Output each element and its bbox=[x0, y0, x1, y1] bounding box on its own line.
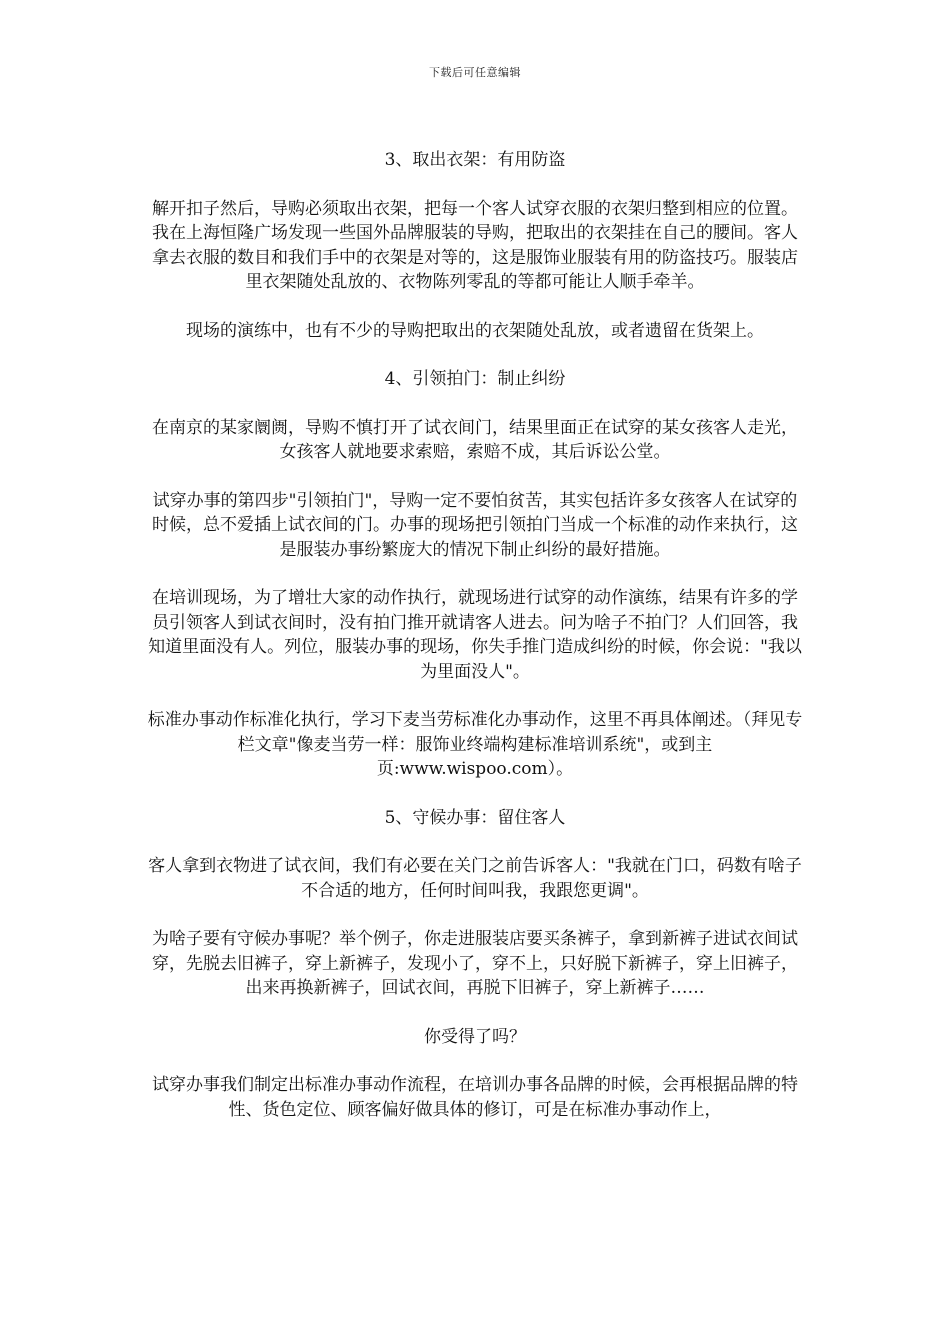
paragraph: 你受得了吗？ bbox=[424, 1026, 526, 1047]
paragraph: 在南京的某家阛阓，导购不慎打开了试衣间门，结果里面正在试穿的某女孩客人走光，女孩客人就地要求索赔，索赔不成，其后诉讼公堂。 bbox=[152, 417, 798, 462]
paragraph: 试穿办事我们制定出标准办事动作流程，在培训办事各品牌的时候，会再根据品牌的特性、货色定位、顾客偏好做具体的修订，可是在标准办事动作上， bbox=[152, 1075, 798, 1120]
document-body bbox=[147, 148, 803, 1146]
section-heading-3: 3、取出衣架：有用防盗 bbox=[384, 150, 566, 170]
section-heading-4: 4、引领拍门：制止纠纷 bbox=[384, 369, 566, 389]
paragraph: 在培训现场，为了增壮大家的动作执行，就现场进行试穿的动作演练，结果有许多的学员引领客人到试衣间时，没有拍门推开就请客人进去。问为啥子不拍门？人们回答，我知道里面没有人。列位，服装办事的现场，你失手推门造成纠纷的时候，你会说："我以为里面没人"。 bbox=[148, 588, 802, 682]
paragraph: 客人拿到衣物进了试衣间，我们有必要在关门之前告诉客人："我就在门口，码数有啥子不合适的地方，任何时间叫我，我跟您更调"。 bbox=[148, 856, 802, 901]
paragraph: 现场的演练中，也有不少的导购把取出的衣架随处乱放，或者遗留在货架上。 bbox=[186, 320, 764, 341]
paragraph: 标准办事动作标准化执行，学习下麦当劳标准化办事动作，这里不再具体阐述。（拜见专栏文章"像麦当劳一样：服饰业终端构建标准培训系统"，或到主页:www.wispoo.com）。 bbox=[147, 710, 803, 779]
paragraph: 试穿办事的第四步"引领拍门"，导购一定不要怕贫苦，其实包括许多女孩客人在试穿的时候，总不爱插上试衣间的门。办事的现场把引领拍门当成一个标准的动作来执行，这是服装办事纷繁庞大的情况下制止纠纷的最好措施。 bbox=[152, 490, 798, 560]
paragraph: 为啥子要有守候办事呢？举个例子，你走进服装店要买条裤子，拿到新裤子进试衣间试穿，先脱去旧裤子，穿上新裤子，发现小了，穿不上，只好脱下新裤子，穿上旧裤子，出来再换新裤子，回试衣间，再脱下旧裤子，穿上新裤子…… bbox=[152, 929, 798, 998]
page-header: 下载后可任意编辑 bbox=[429, 66, 521, 79]
section-heading-5: 5、守候办事：留住客人 bbox=[384, 807, 566, 828]
paragraph: 解开扣子然后，导购必须取出衣架，把每一个客人试穿衣服的衣架归整到相应的位置。我在上海恒隆广场发现一些国外品牌服装的导购，把取出的衣架挂在自己的腰间。客人拿去衣服的数目和我们手中的衣架是对等的，这是服饰业服装有用的防盗技巧。服装店里衣架随处乱放的、衣物陈列零乱的等都可能让人顺手牵羊。 bbox=[152, 198, 798, 292]
